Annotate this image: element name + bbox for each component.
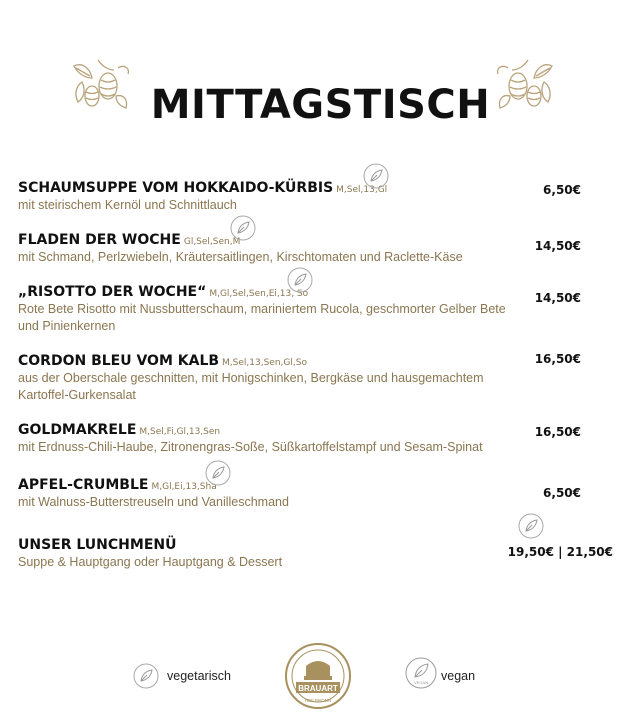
item-allergens: M,Gl,Ei,13,Sha <box>151 482 217 492</box>
vegan-badge-label: VEGAN <box>413 680 429 685</box>
item-description: Suppe & Hauptgang oder Hauptgang & Dessert <box>18 555 283 569</box>
legend-vegan: vegan <box>441 669 476 683</box>
menu-item <box>18 232 618 266</box>
item-name: GOLDMAKRELE <box>18 422 137 438</box>
item-price: 6,50€ <box>543 183 581 197</box>
brauart-logo <box>284 642 352 710</box>
item-description: mit steirischem Kernöl und Schnittlauch <box>18 198 237 212</box>
menu-item <box>18 477 618 511</box>
page-title: MITTAGSTISCH <box>150 82 491 128</box>
menu-item <box>18 422 618 456</box>
item-allergens: M,Sel,Fi,Gl,13,Sen <box>139 427 221 437</box>
leaf-circle-icon <box>205 460 231 486</box>
logo-name: BRAUART <box>298 684 338 693</box>
leaf-circle-icon <box>287 267 313 293</box>
item-description: mit Walnuss-Butterstreuseln und Vanilleschmand <box>18 495 289 509</box>
item-name: SCHAUMSUPPE VOM HOKKAIDO-KÜRBIS <box>18 180 334 196</box>
item-allergens: M,Sel,13,Gl <box>336 185 388 195</box>
item-description: mit Schmand, Perlzwiebeln, Kräutersaitlingen, Kirschtomaten und Raclette-Käse <box>18 250 463 264</box>
item-allergens: M,Gl,Sel,Sen,Ei,13, So <box>209 289 309 299</box>
item-allergens: M,Sel,13,Sen,Gl,So <box>222 358 307 368</box>
item-name: „RISOTTO DER WOCHE“ <box>18 284 207 300</box>
item-price: 16,50€ <box>534 352 581 366</box>
leaf-circle-icon <box>133 663 159 689</box>
item-price: 16,50€ <box>534 425 581 439</box>
menu-item <box>18 284 618 335</box>
item-name: UNSER LUNCHMENÜ <box>18 537 177 553</box>
leaf-circle-icon <box>363 163 389 189</box>
leaf-circle-icon <box>518 513 544 539</box>
leaf-circle-icon <box>230 215 256 241</box>
item-price: 14,50€ <box>534 239 581 253</box>
item-name: CORDON BLEU VOM KALB <box>18 353 220 369</box>
logo-sub: HEILBRONN <box>304 698 332 703</box>
menu-item <box>18 353 618 404</box>
item-price: 14,50€ <box>534 291 581 305</box>
menu-item <box>18 180 618 214</box>
vegan-leaf-badge-icon <box>405 657 437 689</box>
item-name: APFEL-CRUMBLE <box>18 477 149 493</box>
item-description: aus der Oberschale geschnitten, mit Honigschinken, Bergkäse und hausgemachtem Kartoffel-Gurkensalat <box>18 371 484 402</box>
item-description: mit Erdnuss-Chili-Haube, Zitronengras-Soße, Süßkartoffelstampf und Sesam-Spinat <box>18 440 483 454</box>
item-price: 19,50€ | 21,50€ <box>507 545 613 559</box>
item-name: FLADEN DER WOCHE <box>18 232 181 248</box>
item-description: Rote Bete Risotto mit Nussbutterschaum, mariniertem Rucola, geschmorter Gelber Bete und Pinienkernen <box>18 302 506 333</box>
item-price: 6,50€ <box>543 486 581 500</box>
legend-vegetarian: vegetarisch <box>167 669 231 683</box>
item-allergens: Gl,Sel,Sen,M <box>183 237 241 247</box>
